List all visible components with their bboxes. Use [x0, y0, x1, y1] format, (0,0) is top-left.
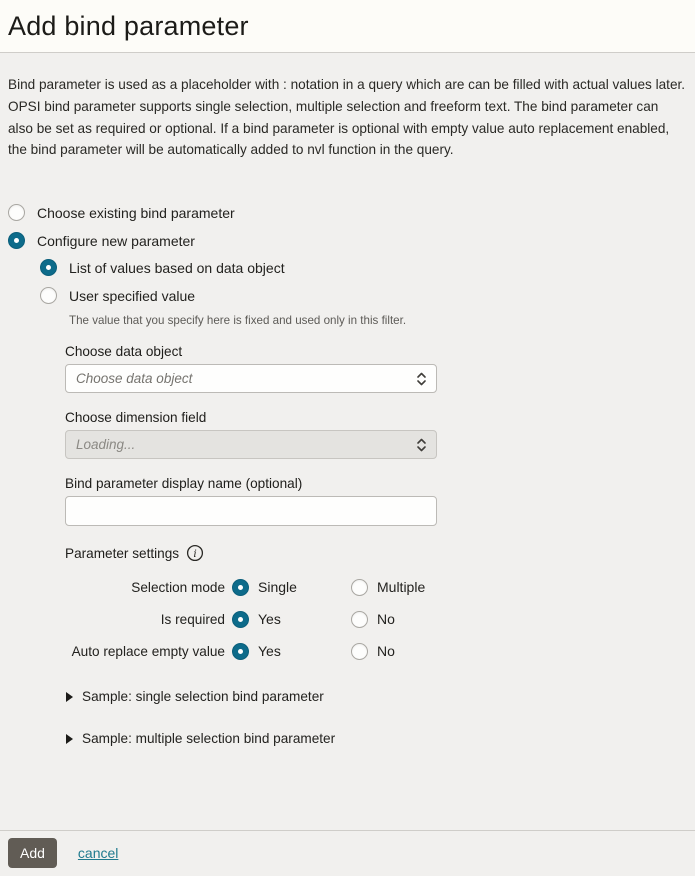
radio-icon: [232, 643, 249, 660]
dimension-field-label: Choose dimension field: [65, 410, 207, 426]
add-button[interactable]: Add: [8, 838, 57, 868]
is-required-label: Is required: [160, 611, 225, 627]
parameter-settings-header: [65, 544, 437, 562]
new-parameter-type-radio-group: [8, 254, 687, 327]
dimension-field-field: [65, 410, 437, 459]
radio-label: Yes: [258, 611, 281, 628]
info-icon[interactable]: [186, 544, 204, 562]
sample-label: Sample: single selection bind parameter: [82, 689, 324, 705]
parameter-source-radio-group: [8, 199, 687, 327]
sample-multiple-selection-toggle[interactable]: [65, 731, 687, 746]
sample-sections: [65, 689, 687, 746]
data-object-select[interactable]: [65, 364, 437, 393]
radio-is-required-no[interactable]: [351, 611, 395, 628]
radio-icon: [351, 643, 368, 660]
radio-selection-mode-single[interactable]: [232, 579, 320, 596]
dialog-body: [0, 53, 695, 830]
dialog-footer: [0, 830, 695, 876]
radio-icon: [232, 579, 249, 596]
radio-label: No: [377, 643, 395, 660]
radio-auto-replace-no[interactable]: [351, 643, 395, 660]
radio-selection-mode-multiple[interactable]: [351, 579, 425, 596]
description-text: Bind parameter is used as a placeholder with : notation in a query which are can be filled with actual values later. OPSI bind parameter supports single selection, multiple selection and freeform text. The bind parameter can also be set as required or optional. If a bind parameter is optional with empty value auto replacement enabled, the bind parameter will be automatically added to nvl function in the query.: [8, 77, 686, 158]
data-object-select-value: Choose data object: [76, 371, 193, 387]
user-specified-helper-text: The value that you specify here is fixed and used only in this filter.: [69, 314, 407, 328]
radio-label: No: [377, 611, 395, 628]
radio-user-specified-value[interactable]: [40, 282, 687, 309]
radio-label: Single: [258, 579, 297, 596]
radio-auto-replace-yes[interactable]: [232, 643, 320, 660]
radio-label: Yes: [258, 643, 281, 660]
data-object-field: [65, 344, 437, 393]
radio-label: Multiple: [377, 579, 426, 596]
auto-replace-empty-value-row: [65, 641, 437, 661]
radio-icon: [40, 259, 57, 276]
dimension-field-select[interactable]: [65, 430, 437, 459]
triangle-right-icon: [65, 691, 74, 703]
radio-label: Configure new parameter: [37, 232, 195, 249]
radio-icon: [232, 611, 249, 628]
page-title: Add bind parameter: [8, 11, 249, 41]
radio-label: List of values based on data object: [69, 259, 285, 276]
sample-label: Sample: multiple selection bind parameter: [82, 731, 336, 747]
radio-configure-new-parameter[interactable]: [8, 227, 687, 254]
display-name-label: Bind parameter display name (optional): [65, 476, 303, 492]
chevron-updown-icon: [416, 437, 427, 453]
selection-mode-row: [65, 577, 437, 597]
display-name-field: [65, 476, 437, 526]
parameter-settings-label: Parameter settings: [65, 545, 180, 561]
selection-mode-label: Selection mode: [131, 579, 225, 595]
radio-label: Choose existing bind parameter: [37, 204, 235, 221]
dialog-header: [0, 0, 695, 53]
sample-single-selection-toggle[interactable]: [65, 689, 687, 704]
cancel-link[interactable]: cancel: [77, 845, 119, 861]
parameter-settings-rows: [65, 577, 437, 661]
radio-label: User specified value: [69, 287, 196, 304]
is-required-row: [65, 609, 437, 629]
radio-icon: [351, 611, 368, 628]
display-name-input[interactable]: [65, 496, 437, 526]
form-column: [65, 344, 437, 661]
radio-icon: [40, 287, 57, 304]
radio-icon: [351, 579, 368, 596]
radio-icon: [8, 232, 25, 249]
radio-icon: [8, 204, 25, 221]
radio-is-required-yes[interactable]: [232, 611, 320, 628]
data-object-label: Choose data object: [65, 344, 183, 360]
auto-replace-label: Auto replace empty value: [71, 643, 225, 659]
dimension-field-select-value: Loading...: [76, 437, 136, 453]
radio-list-of-values[interactable]: [40, 254, 687, 281]
radio-choose-existing-bind-parameter[interactable]: [8, 199, 687, 226]
svg-text:i: i: [193, 548, 197, 561]
chevron-updown-icon: [416, 371, 427, 387]
triangle-right-icon: [65, 733, 74, 745]
